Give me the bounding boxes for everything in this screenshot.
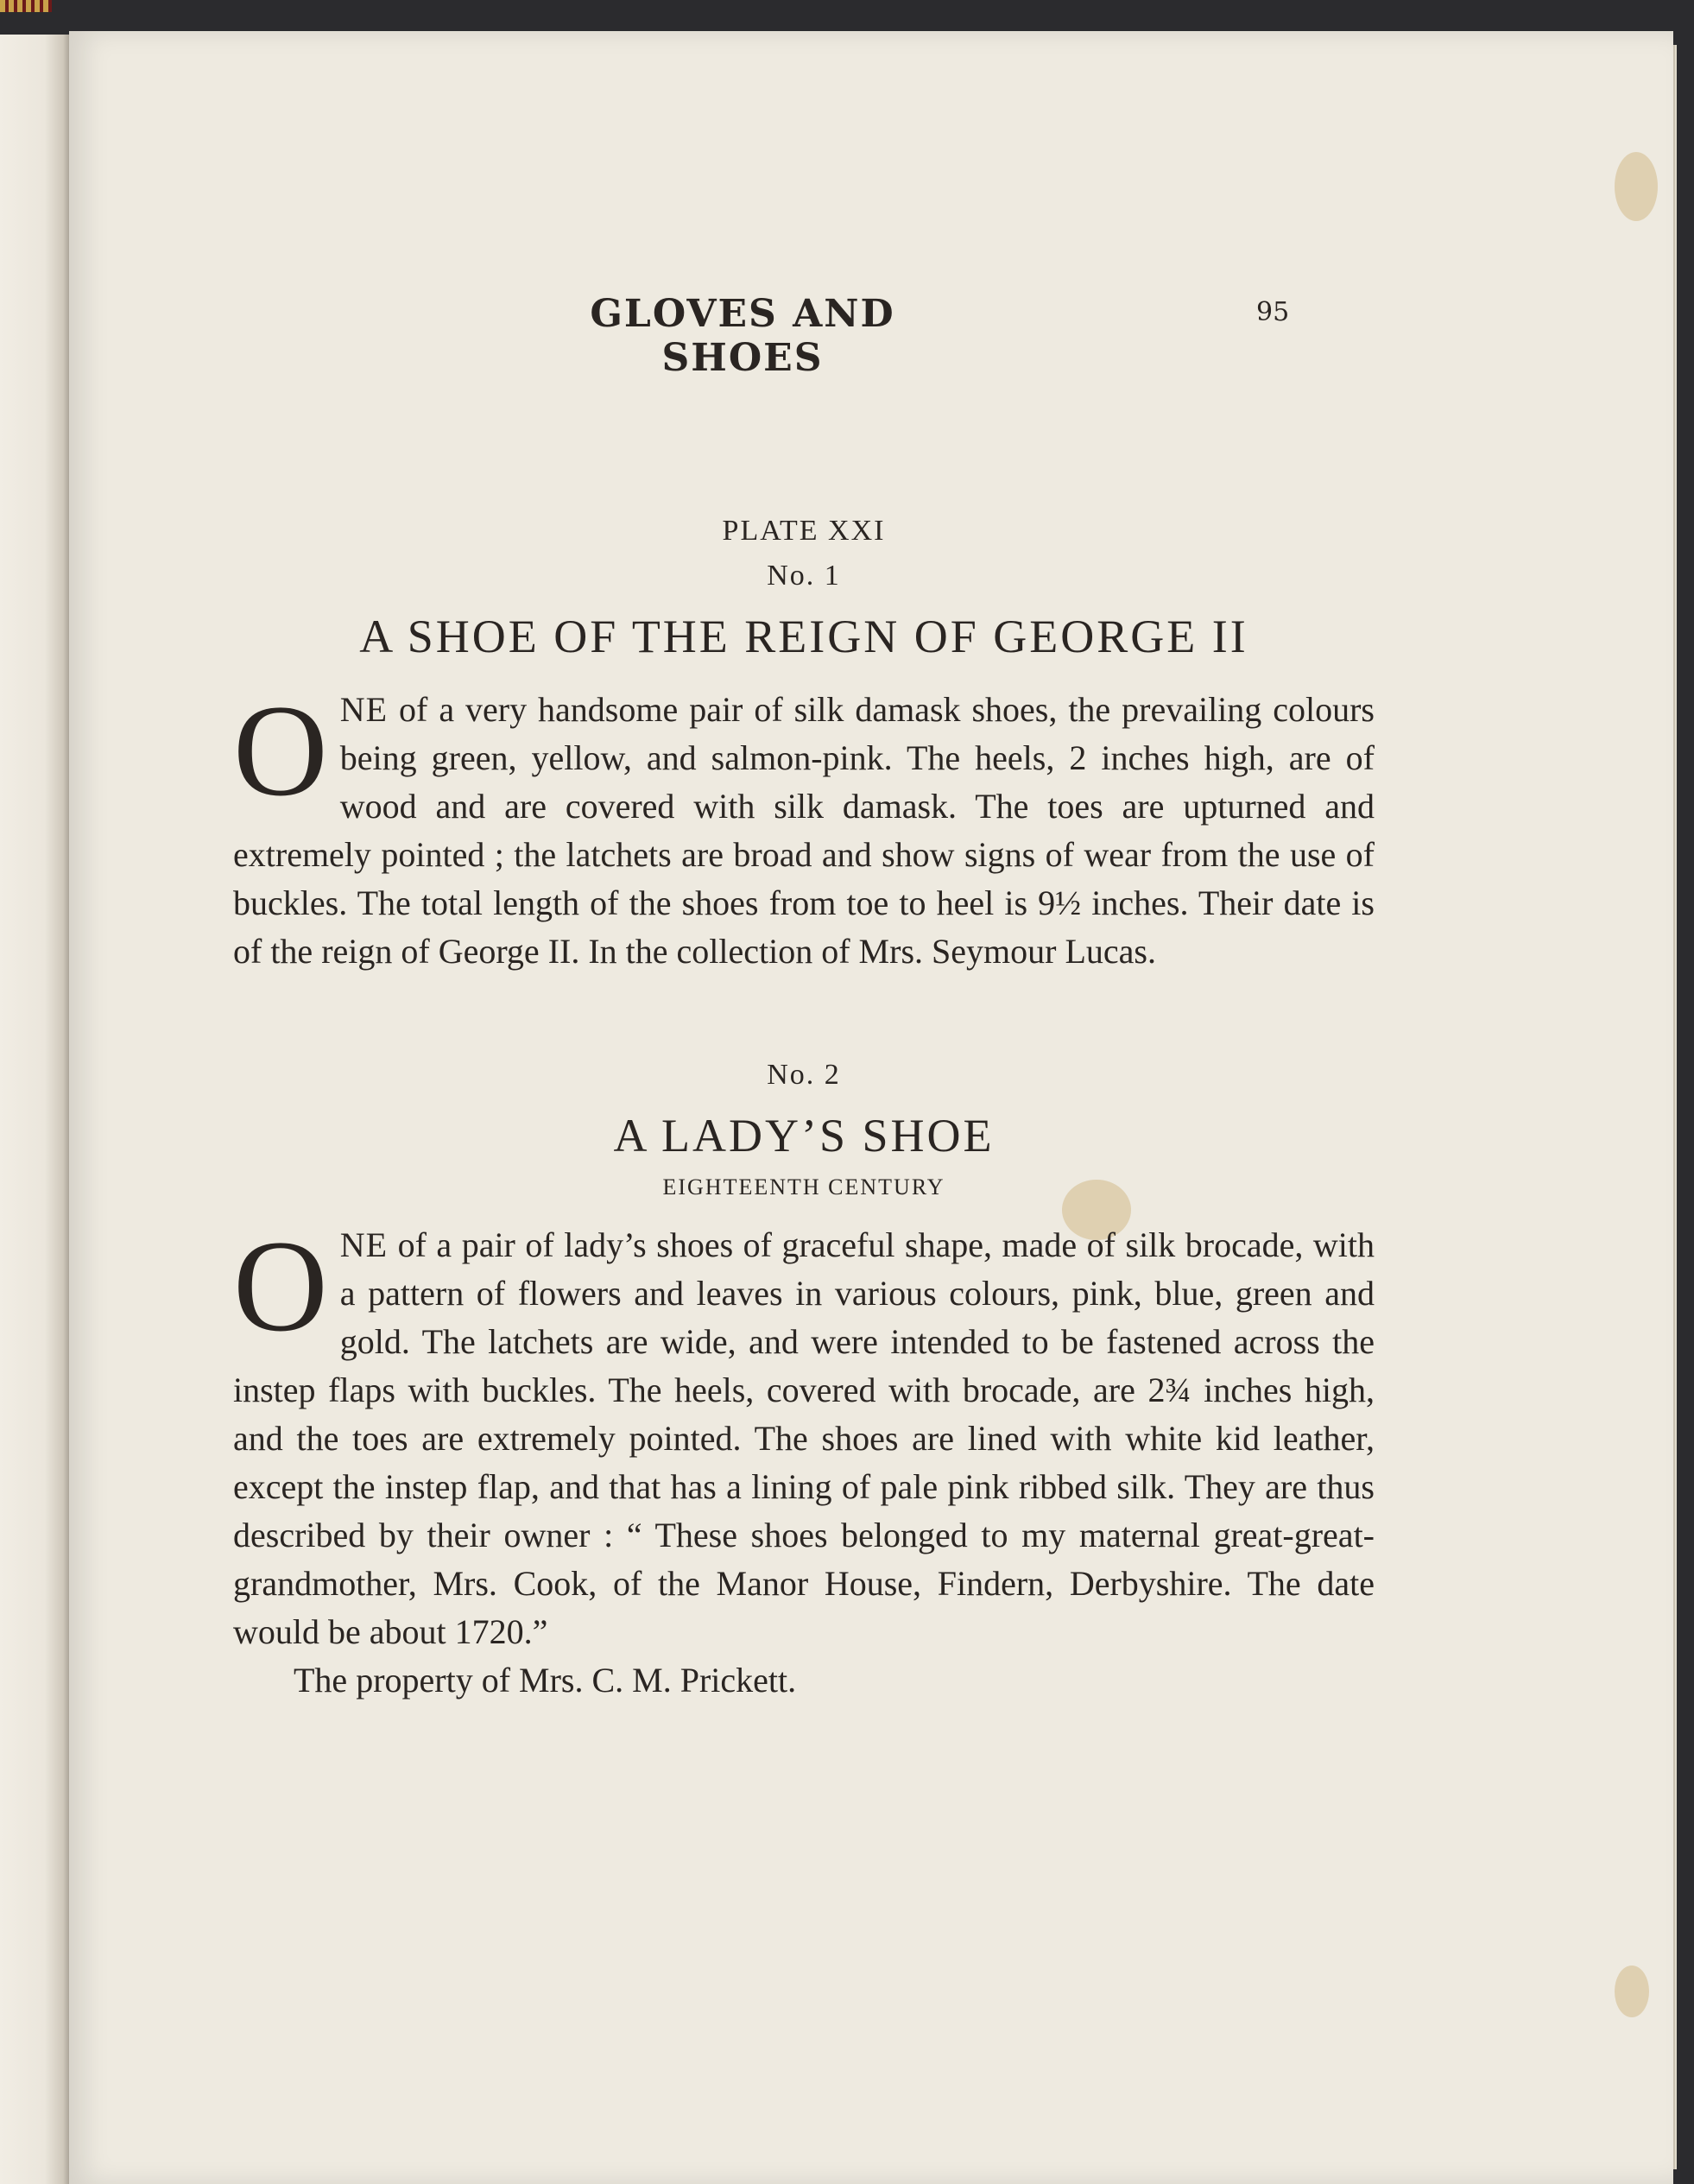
entry-body: of a pair of lady’s shoes of graceful shape, made of silk brocade, with a pattern of flowers and leaves in various colours, pink, blue, green and gold. The latchets are wide, and were intended to be fastened across the instep flaps with buckles. The heels, covered with brocade, are 2¾ inches high, and the toes are extremely pointed. The shoes are lined with white kid leather, except the instep flap, and that has a lining of pale pink ribbed silk. They are thus described by their owner : “ These shoes belonged to my maternal great-great-grandmother, Mrs. Cook, of the Manor House, Findern, Derbyshire. The date would be about 1720.”	[233, 1225, 1375, 1651]
foxing-spot	[1615, 152, 1658, 221]
entry-1	[233, 560, 1375, 976]
entry-number: No. 2	[767, 1059, 841, 1091]
book-page	[69, 31, 1673, 2184]
entry-title: A SHOE OF THE REIGN OF GEORGE II	[359, 611, 1248, 662]
entry-body: of a very handsome pair of silk damask shoes, the prevailing colours being green, yellow, and salmon-pink. The heels, 2 inches high, are of wood and are covered with silk damask. The toes are upturned and extremely pointed ; the latchets are broad and show signs of wear from the use of buckles. The total length of the shoes from toe to heel is 9½ inches. Their date is of the reign of George II. In the collection of Mrs. Seymour Lucas.	[233, 690, 1375, 971]
entry-number: No. 1	[767, 560, 841, 592]
drop-cap: O	[233, 1213, 328, 1358]
text-block	[233, 515, 1375, 1705]
drop-cap: O	[233, 678, 328, 823]
entry-paragraph	[233, 678, 1375, 976]
plate-label: PLATE XXI	[722, 515, 886, 547]
binding-edge	[0, 0, 52, 12]
entry-subtitle: EIGHTEENTH CENTURY	[662, 1174, 945, 1200]
running-title: GLOVES AND SHOES	[590, 292, 895, 380]
ownership-note: The property of Mrs. C. M. Prickett.	[294, 1661, 797, 1700]
lead-caps: NE	[339, 690, 389, 729]
foxing-spot	[1615, 1966, 1649, 2017]
entry-2	[233, 1059, 1375, 1705]
running-head	[69, 292, 1673, 380]
page-number: 95	[1256, 297, 1290, 327]
entry-title: A LADY’S SHOE	[613, 1110, 995, 1162]
section-gap	[233, 976, 1375, 1059]
facing-page-edge	[0, 35, 74, 2184]
entry-paragraph	[233, 1213, 1375, 1656]
lead-caps: NE	[339, 1225, 389, 1264]
